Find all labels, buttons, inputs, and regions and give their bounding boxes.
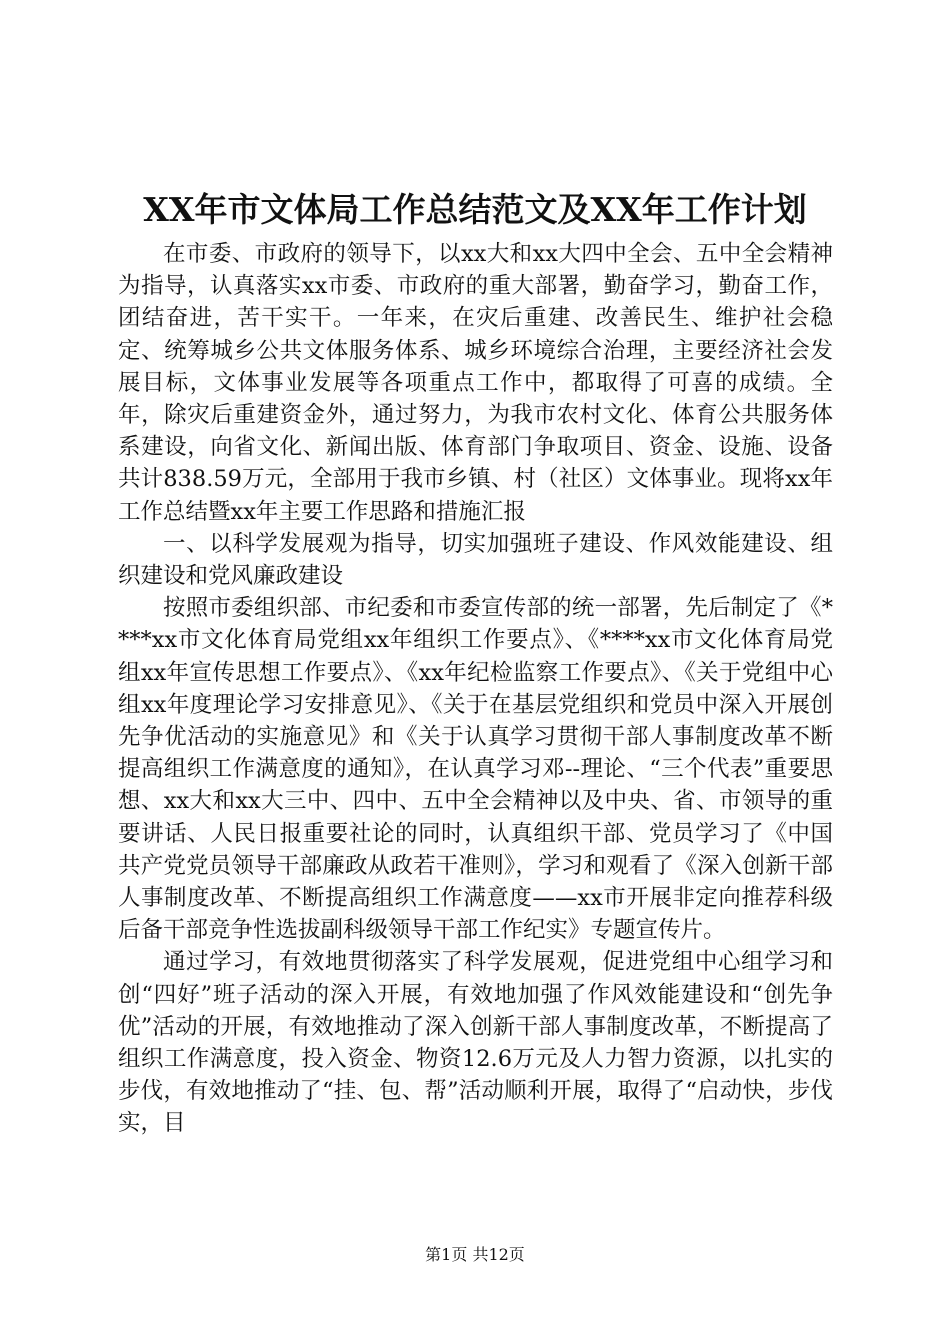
page-number-footer: 第1页 共12页	[425, 1245, 525, 1264]
paragraph-intro: 在市委、市政府的领导下，以xx大和xx大四中全会、五中全会精神为指导，认真落实xx市委、市政府的重大部署，勤奋学习，勤奋工作，团结奋进，苦干实干。一年来，在灾后重建、改善民生、维护社会稳定、统筹城乡公共文体服务体系、城乡环境综合治理，主要经济社会发展目标，文体事业发展等各项重点工作中，都取得了可喜的成绩。全年，除灾后重建资金外，通过努力，为我市农村文化、体育公共服务体系建设，向省文化、新闻出版、体育部门争取项目、资金、设施、设备共计838.59万元，全部用于我市乡镇、村（社区）文体事业。现将xx年工作总结暨xx年主要工作思路和措施汇报	[118, 241, 833, 525]
document-title: XX年市文体局工作总结范文及XX年工作计划	[143, 190, 807, 229]
paragraph-section-heading: 一、以科学发展观为指导，切实加强班子建设、作风效能建设、组织建设和党风廉政建设	[118, 530, 833, 590]
document-body	[118, 238, 833, 1140]
paragraph-deployment: 按照市委组织部、市纪委和市委宣传部的统一部署，先后制定了《****xx市文化体育局党组xx年组织工作要点》、《****xx市文化体育局党组xx年宣传思想工作要点》、《xx年纪检监察工作要点》、《关于党组中心组xx年度理论学习安排意见》、《关于在基层党组织和党员中深入开展创先争优活动的实施意见》和《关于认真学习贯彻干部人事制度改革不断提高组织工作满意度的通知》，在认真学习邓--理论、“三个代表”重要思想、xx大和xx大三中、四中、五中全会精神以及中央、省、市领导的重要讲话、人民日报重要社论的同时，认真组织干部、党员学习了《中国共产党党员领导干部廉政从政若干准则》，学习和观看了《深入创新干部人事制度改革、不断提高组织工作满意度——xx市开展非定向推荐科级后备干部竞争性选拔副科级领导干部工作纪实》专题宣传片。	[118, 595, 833, 944]
paragraph-results: 通过学习，有效地贯彻落实了科学发展观，促进党组中心组学习和创“四好”班子活动的深入开展，有效地加强了作风效能建设和“创先争优”活动的开展，有效地推动了深入创新干部人事制度改革，不断提高了组织工作满意度，投入资金、物资12.6万元及人力智力资源，以扎实的步伐，有效地推动了“挂、包、帮”活动顺利开展，取得了“启动快，步伐实，目	[118, 949, 833, 1137]
